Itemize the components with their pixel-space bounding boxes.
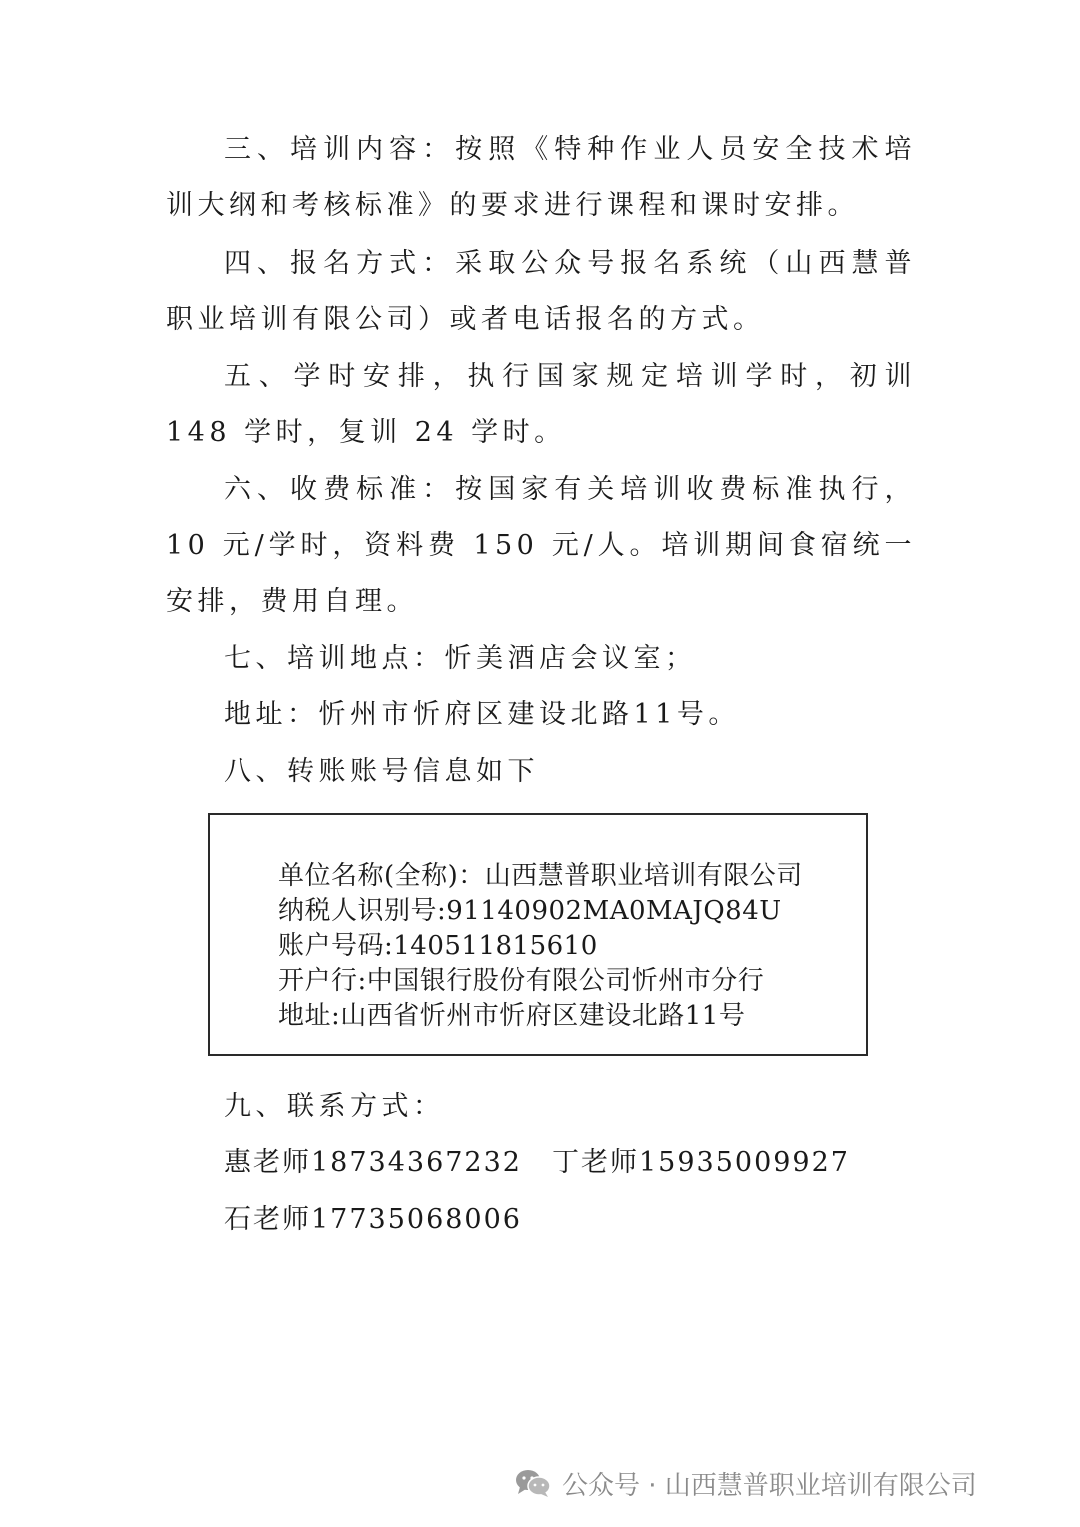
watermark <box>514 1463 977 1503</box>
bank-info-box <box>208 813 868 1056</box>
bank-tax-id: 纳税人识别号:91140902MA0MAJQ84U <box>278 896 782 926</box>
watermark-text: 公众号 · 山西慧普职业培训有限公司 <box>562 1470 977 1501</box>
section-location: 七、培训地点：忻美酒店会议室； <box>224 643 697 674</box>
bank-account-number: 账户号码:140511815610 <box>278 931 598 961</box>
bank-address: 地址:山西省忻州市忻府区建设北路11号 <box>278 1001 746 1031</box>
section-fees: 六、收费标准：按国家有关培训收费标准执行，10 元/学时，资料费 150 元/人。培训期间食宿统一安排，费用自理。 <box>166 474 916 617</box>
section-hours: 五、学时安排，执行国家规定培训学时，初训 148 学时，复训 24 学时。 <box>166 361 916 448</box>
bank-name: 开户行:中国银行股份有限公司忻州市分行 <box>278 966 765 996</box>
contact-heading: 九、联系方式： <box>224 1091 445 1122</box>
contact-teacher-ding: 丁老师15935009927 <box>552 1147 850 1178</box>
section-address: 地址：忻州市忻府区建设北路11号。 <box>224 699 740 730</box>
contact-teacher-hui: 惠老师18734367232 <box>224 1147 522 1178</box>
wechat-icon <box>514 1467 552 1499</box>
contact-teacher-shi: 石老师17735068006 <box>224 1204 522 1235</box>
section-registration: 四、报名方式：采取公众号报名系统（山西慧普职业培训有限公司）或者电话报名的方式。 <box>166 248 916 335</box>
section-transfer-heading: 八、转账账号信息如下 <box>224 756 539 787</box>
bank-unit-name: 单位名称(全称)：山西慧普职业培训有限公司 <box>278 861 803 891</box>
section-training-content: 三、培训内容：按照《特种作业人员安全技术培训大纲和考核标准》的要求进行课程和课时安排。 <box>166 134 916 221</box>
